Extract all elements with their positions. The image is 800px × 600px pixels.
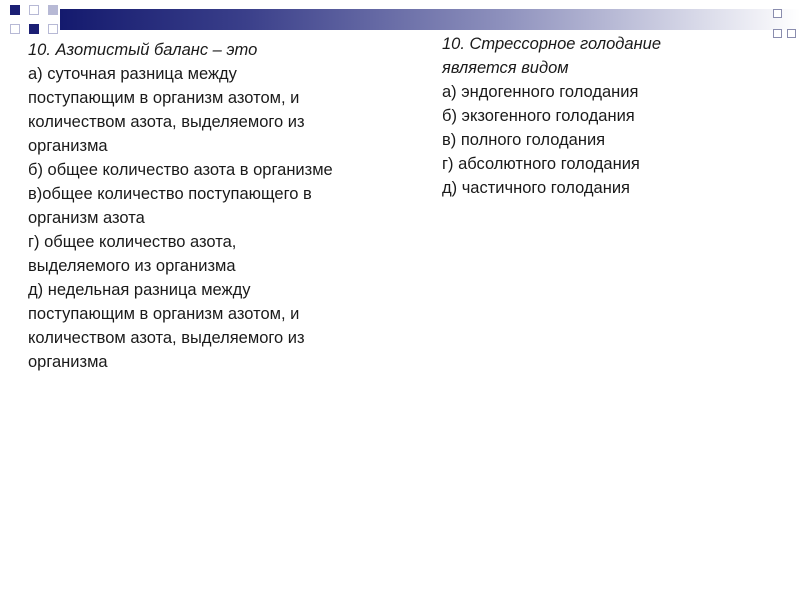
right-answer-line: б) экзогенного голодания [442, 107, 635, 125]
right-answer-line: д) частичного голодания [442, 179, 630, 197]
left-question-title: 10. Азотистый баланс – это [28, 41, 258, 59]
left-answer-line: в)общее количество поступающего в [28, 185, 312, 203]
left-answer-line: поступающим в организм азотом, и [28, 89, 300, 107]
right-question-title: является видом [442, 59, 569, 77]
corner-square-3 [48, 5, 58, 15]
left-answer-line: б) общее количество азота в организме [28, 161, 333, 179]
corner-square-2 [29, 5, 39, 15]
right-answer-line: г) абсолютного голодания [442, 155, 640, 173]
left-answer-line: выделяемого из организма [28, 257, 236, 275]
left-answer-line: поступающим в организм азотом, и [28, 305, 300, 323]
left-answer-line: организм азота [28, 209, 145, 227]
left-answer-line: количеством азота, выделяемого из [28, 113, 305, 131]
left-answer-line: д) недельная разница между [28, 281, 251, 299]
left-answer-line: организма [28, 137, 108, 155]
left-answer-line: а) суточная разница между [28, 65, 237, 83]
left-question-block [28, 38, 408, 374]
right-question-block [442, 32, 782, 200]
right-answer-line: в) полного голодания [442, 131, 606, 149]
left-answer-line: количеством азота, выделяемого из [28, 329, 305, 347]
corner-square-4 [10, 24, 20, 34]
corner-square-1 [10, 5, 20, 15]
header-band [60, 9, 800, 30]
left-answer-line: г) общее количество азота, [28, 233, 237, 251]
corner-square-6 [48, 24, 58, 34]
right-square-3 [787, 29, 796, 38]
right-square-1 [773, 9, 782, 18]
right-question-title: 10. Стрессорное голодание [442, 35, 662, 53]
right-answer-line: а) эндогенного голодания [442, 83, 639, 101]
left-answer-line: организма [28, 353, 108, 371]
corner-square-5 [29, 24, 39, 34]
